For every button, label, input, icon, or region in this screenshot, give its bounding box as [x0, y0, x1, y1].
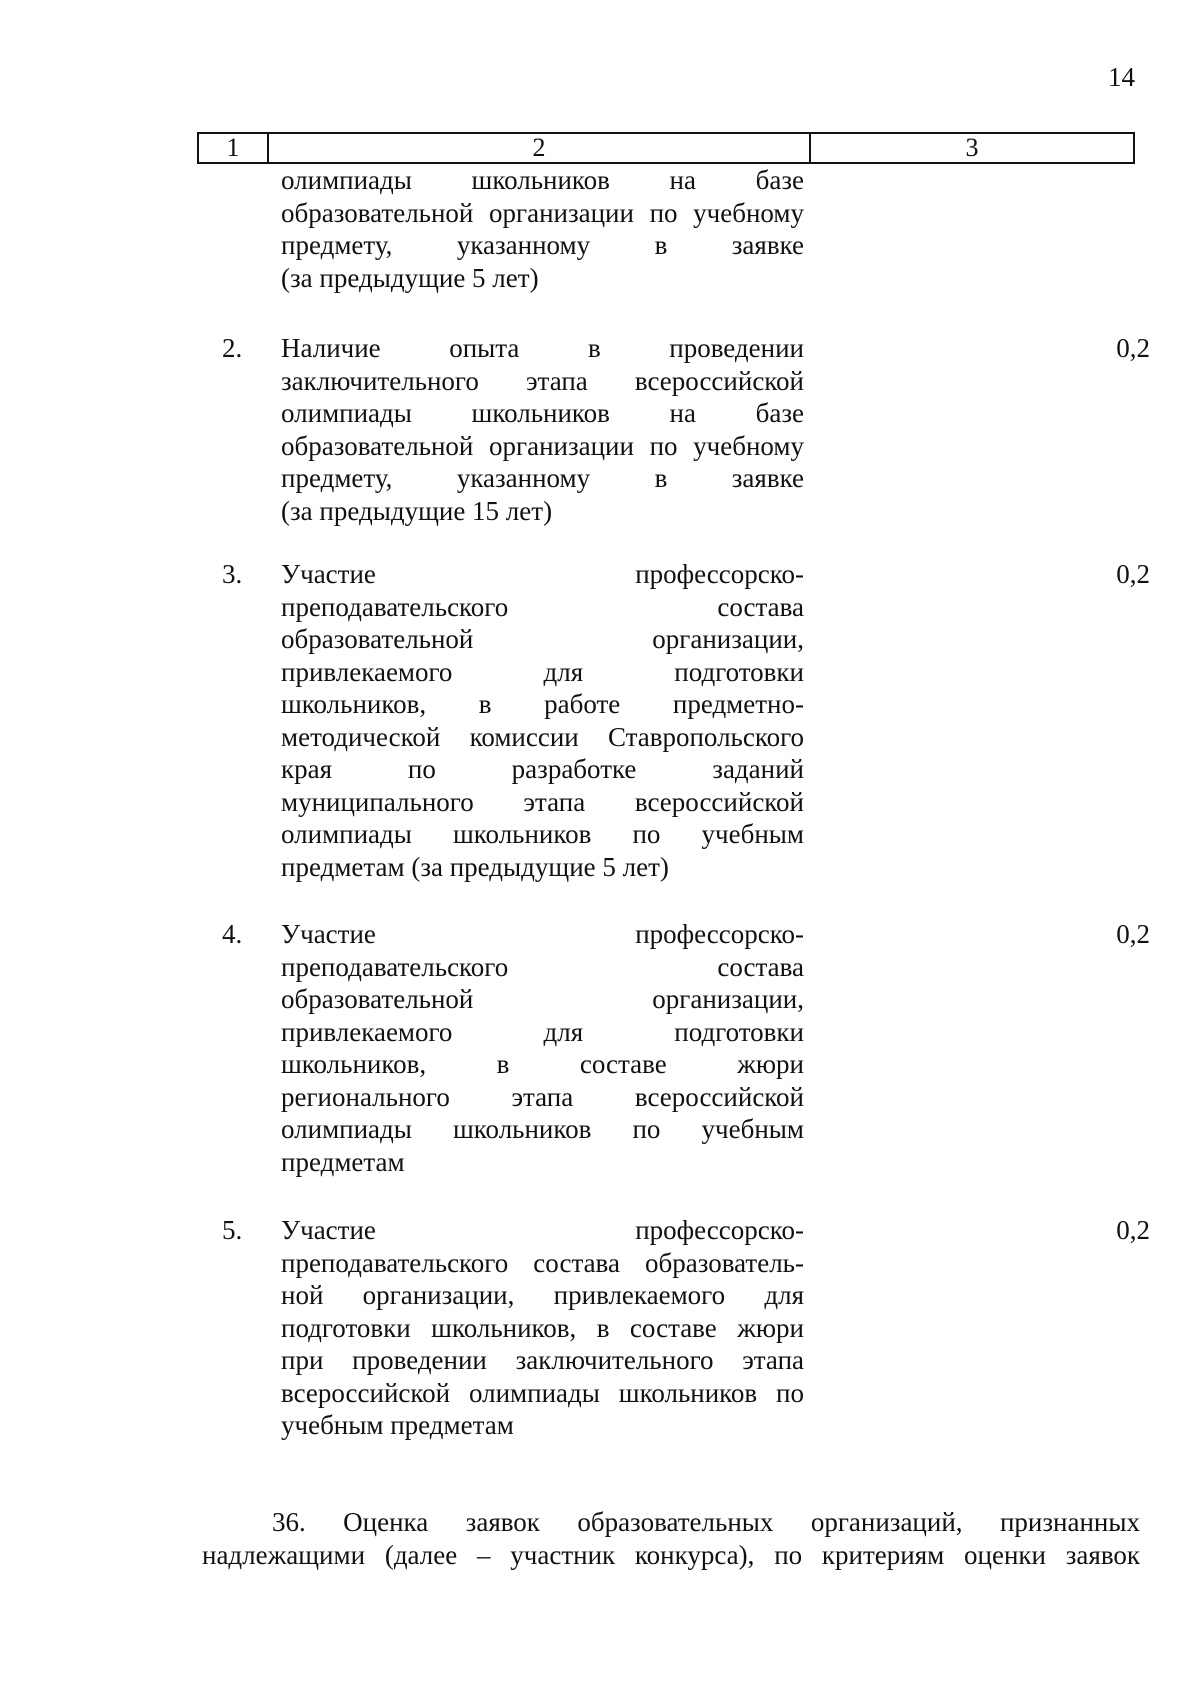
- paragraph-36: [202, 1506, 1140, 1572]
- criterion-line: олимпиады школьников по учебным: [281, 819, 804, 849]
- table-header-col-2: 2: [269, 134, 811, 162]
- row-weight: 0,2: [1116, 559, 1150, 589]
- criterion-line: школьников, в работе предметно-: [281, 689, 804, 719]
- page-number: 14: [1108, 62, 1135, 92]
- row-number: 4.: [222, 919, 243, 949]
- criterion-line: школьников, в составе жюри: [281, 1049, 804, 1079]
- table-header-col-3: 3: [965, 133, 979, 162]
- criterion-line: олимпиады школьников на базе: [281, 165, 804, 195]
- criterion-text: [281, 558, 804, 883]
- criterion-line: заключительного этапа всероссийской: [281, 365, 804, 396]
- criterion-line: преподавательского состава: [281, 591, 804, 622]
- criterion-text: [281, 918, 804, 1178]
- criterion-line: Наличие опыта в проведении: [281, 333, 804, 363]
- criterion-text: [281, 332, 804, 527]
- criterion-text: [281, 1214, 804, 1442]
- row-weight: 0,2: [1116, 919, 1150, 949]
- paragraph-line: надлежащими (далее – участник конкурса), по критериям оценки заявок: [202, 1540, 1140, 1570]
- criterion-line: преподавательского состава образователь-: [281, 1247, 804, 1278]
- criterion-line: (за предыдущие 15 лет): [281, 495, 553, 526]
- row-number: 2.: [222, 333, 243, 363]
- criterion-line: Участие профессорско-: [281, 1215, 804, 1245]
- criterion-line: предметам: [281, 1146, 405, 1177]
- row-number: 5.: [222, 1215, 243, 1245]
- criterion-line: Участие профессорско-: [281, 919, 804, 949]
- criterion-line: Участие профессорско-: [281, 559, 804, 589]
- criterion-line: преподавательского состава: [281, 951, 804, 982]
- table-header: [197, 132, 1135, 164]
- criterion-line: края по разработке заданий: [281, 754, 804, 784]
- criterion-line: методической комиссии Ставропольского: [281, 721, 804, 752]
- criterion-line: образовательной организации по учебному: [281, 430, 804, 461]
- criterion-line: образовательной организации,: [281, 624, 804, 654]
- criterion-line: ной организации, привлекаемого для: [281, 1280, 804, 1310]
- criterion-line: предметам (за предыдущие 5 лет): [281, 851, 669, 882]
- criterion-line: предмету, указанному в заявке: [281, 463, 804, 493]
- criterion-line: привлекаемого для подготовки: [281, 1016, 804, 1047]
- criterion-line: подготовки школьников, в составе жюри: [281, 1312, 804, 1343]
- criterion-text: [281, 164, 804, 294]
- criterion-line: учебным предметам: [281, 1410, 514, 1440]
- row-weight: 0,2: [1116, 1215, 1150, 1245]
- criterion-line: регионального этапа всероссийской: [281, 1081, 804, 1112]
- criterion-line: предмету, указанному в заявке: [281, 230, 804, 260]
- criterion-line: олимпиады школьников на базе: [281, 398, 804, 428]
- row-number: 3.: [222, 559, 243, 589]
- criterion-line: всероссийской олимпиады школьников по: [281, 1377, 804, 1408]
- criterion-line: привлекаемого для подготовки: [281, 656, 804, 687]
- criterion-line: (за предыдущие 5 лет): [281, 262, 539, 293]
- paragraph-line: 36. Оценка заявок образовательных организаций, признанных: [272, 1507, 1140, 1537]
- criterion-line: образовательной организации по учебному: [281, 197, 804, 228]
- row-weight: 0,2: [1116, 333, 1150, 363]
- criterion-line: образовательной организации,: [281, 984, 804, 1014]
- criterion-line: муниципального этапа всероссийской: [281, 786, 804, 817]
- criterion-line: олимпиады школьников по учебным: [281, 1114, 804, 1144]
- criterion-line: при проведении заключительного этапа: [281, 1345, 804, 1375]
- table-header-col-1: 1: [199, 134, 269, 162]
